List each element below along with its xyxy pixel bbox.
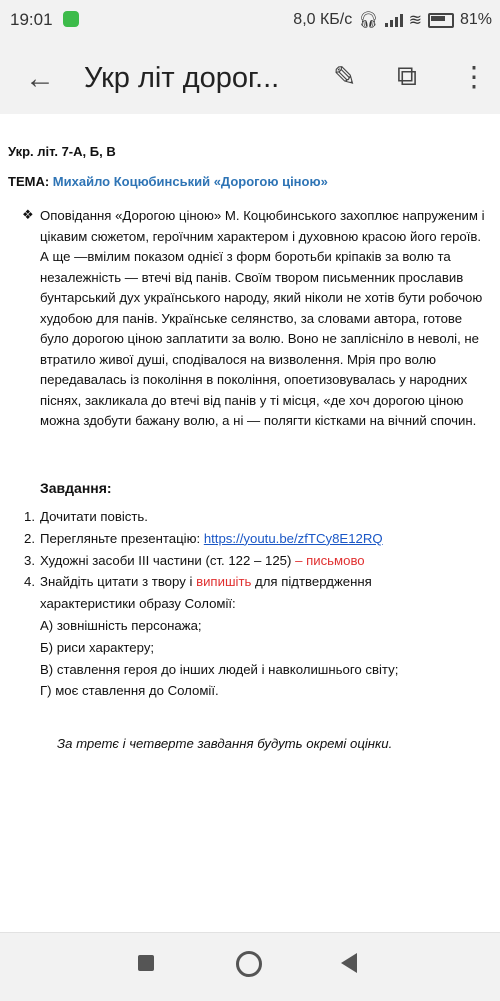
theme-line: ТЕМА: Михайло Коцюбинський «Дорогою ціною» [8,174,328,189]
theme-title: Михайло Коцюбинський «Дорогою ціною» [52,174,328,189]
task-item-1: 1. Дочитати повість. [24,509,148,524]
back-triangle-icon[interactable] [341,953,357,973]
tasks-title: Завдання: [40,480,112,496]
battery-icon [428,13,454,28]
task-item-4-cont: характеристики образу Соломії: [40,596,236,612]
subtask-d: Г) моє ставлення до Соломії. [40,683,219,699]
open-in-new-icon[interactable]: ⧉ [397,60,417,91]
network-speed: 8,0 КБ/с [293,11,353,28]
task-list [24,506,494,702]
edit-pencil-icon[interactable]: ✎ [333,61,357,92]
intro-paragraph: Оповідання «Дорогою ціною» М. Коцюбинського захоплює напруженим і цікавим сюжетом, героїчним характером і духовною красою його героїв. А ще —вмілим показом однієї з форм боротьби кріпаків за волю та незалежність — втечі від панів. Своїм твором письменник прославив бунтарський дух українського народу, який ніколи не хотів бути робочою худобою для панів. Українське селянство, за словами автора, готове було дорогою ціною заплатити за волю. Воно не заплісніло в неволі, не втратило живої душі, сподівалося на визволення. Мрія про волю передавалась із покоління в покоління, опоетизовувалась у народних піснях, закликала до втечі від панів у ті місця, «де хоч дорогою ціною можна здобути бажану волю, а ні — полягти кістками на вічний спочин. [40,208,485,428]
battery-percent: 81% [459,11,492,28]
subtask-a: А) зовнішність персонажа; [40,617,202,633]
presentation-link[interactable]: https://youtu.be/zfTCy8E12RQ [203,530,383,546]
document-page [0,114,500,932]
app-bar [0,44,500,115]
theme-label: ТЕМА [8,174,45,189]
document-title: Укр літ дорог... [84,62,280,94]
wifi-icon: ≋ [408,12,422,29]
back-arrow-icon[interactable]: ← [25,62,55,95]
task-item-2: 2. Перегляньте презентацію: https://youtu.be/zfTCy8E12RQ [24,530,383,546]
headphones-icon: 🎧︎ [358,12,379,29]
document-header: Укр. літ. 7-А, Б, В [8,144,116,159]
bullet-icon: ❖ [22,207,34,222]
more-vert-icon[interactable]: ⋮ [460,61,488,92]
signal-icon [385,13,403,27]
app-notification-icon [63,11,79,27]
home-circle-icon[interactable] [236,951,262,977]
status-right [293,10,492,30]
write-out-word: випишіть [196,574,252,590]
recents-square-icon[interactable] [138,955,154,971]
status-bar [0,0,500,44]
task-item-3: 3. Художні засоби ІІІ частини (ст. 122 – 125) – письмово [24,552,365,568]
task-item-4: 4. Знайдіть цитати з твору і випишіть для підтвердження [24,574,372,590]
subtask-b: Б) риси характеру; [40,639,155,655]
written-note: – письмово [295,552,365,568]
navigation-bar [0,932,500,1001]
status-time: 19:01 [10,10,53,29]
grading-note: За третє і четверте завдання будуть окремі оцінки. [57,736,393,751]
subtask-c: В) ставлення героя до інших людей і навколишнього світу; [40,661,399,677]
